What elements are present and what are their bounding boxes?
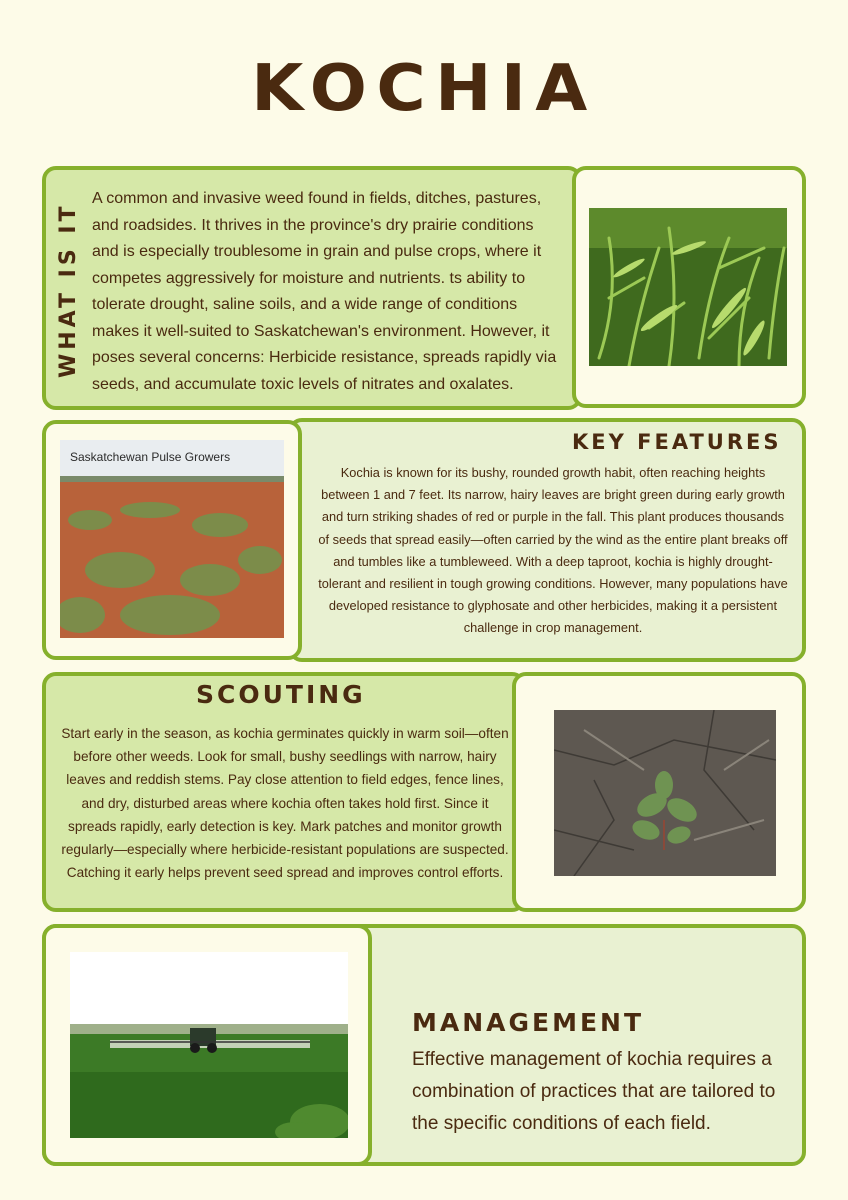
kochia-seedling-photo (554, 710, 776, 876)
management-heading: MANAGEMENT (412, 1008, 645, 1037)
photo-caption: Saskatchewan Pulse Growers (70, 450, 231, 464)
what-is-it-text: A common and invasive weed found in fields, ditches, pastures, and roadsides. It thrives in the province's dry prairie conditions and is especially troublesome in grain and pulse crops, where it competes aggressively for moisture and nutrients. ts ability to tolerate drought, saline soils, and a wide range of conditions makes it well-suited to Saskatchewan's environment. However, it poses several concerns: Herbicide resistance, spreads rapidly via seeds, and accumulate toxic levels of nitrates and oxalates. (92, 190, 557, 393)
scouting-text: Start early in the season, as kochia germinates quickly in warm soil—often before other weeds. Look for small, bushy seedlings with narrow, hairy leaves and reddish stems. Pay close attention to field edges, fence lines, and dry, disturbed areas where kochia often takes hold first. Since it spreads rapidly, early detection is key. Mark patches and monitor growth regularly—especially where herbicide-resistant populations are suspected. Catching it early helps prevent seed spread and improves control efforts. (61, 726, 509, 881)
key-features-text: Kochia is known for its bushy, rounded growth habit, often reaching heights between 1 and 7 feet. Its narrow, hairy leaves are bright green during early growth and turn striking shades of red or purple in the fall. This plant produces thousands of seeds that spread easily—often carried by the wind as the entire plant breaks off and tumbles like a tumbleweed. With a deep taproot, kochia is highly drought-tolerant and resilient in tough growing conditions. However, many populations have developed resistance to glyphosate and other herbicides, making it a persistent challenge in crop management. (318, 465, 788, 636)
what-is-it-heading: WHAT IS IT (56, 202, 81, 378)
scouting-heading: SCOUTING (196, 680, 366, 709)
kochia-plant-photo (589, 208, 787, 366)
field-sprayer-photo (70, 952, 348, 1138)
kochia-field-photo (60, 440, 284, 638)
management-text: Effective management of kochia requires a combination of practices that are tailored to the specific conditions of each field. (412, 1049, 776, 1134)
page-title: KOCHIA (251, 52, 597, 126)
key-features-heading: KEY FEATURES (572, 430, 782, 454)
